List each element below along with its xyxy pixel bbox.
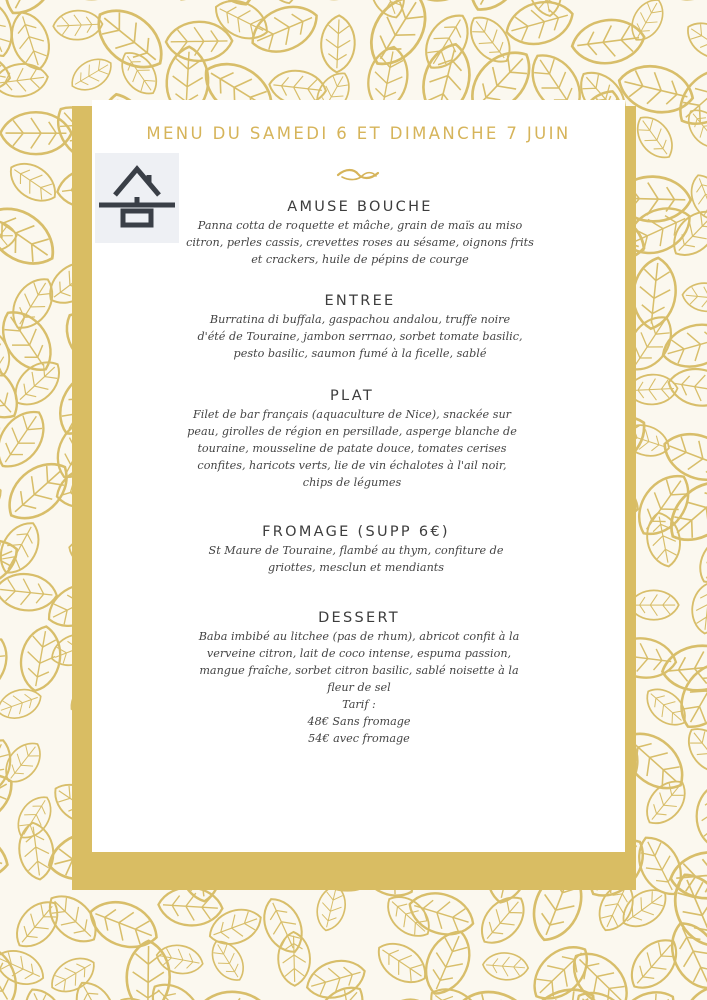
description-line: confites, haricots verts, lie de vin échalotes à l'ail noir, [197, 459, 507, 472]
section-entree [180, 292, 540, 362]
description-line: mangue fraîche, sorbet citron basilic, sablé noisette à la [199, 664, 519, 677]
section-description [176, 628, 542, 747]
tarif-sans-fromage: 48€ Sans fromage [307, 715, 411, 728]
description-line: Baba imbibé au litchee (pas de rhum), abricot confit à la [198, 630, 520, 643]
tarif-label: Tarif : [342, 698, 376, 711]
section-fromage [176, 523, 536, 576]
section-description [176, 542, 536, 576]
description-line: d'été de Touraine, jambon serrnao, sorbet tomate basilic, [197, 330, 523, 343]
description-line: griottes, mesclun et mendiants [267, 561, 445, 574]
section-description [170, 406, 534, 491]
description-line: chips de légumes [302, 476, 402, 489]
description-line: verveine citron, lait de coco intense, espuma passion, [206, 647, 512, 660]
section-description [180, 311, 540, 362]
description-line: Filet de bar français (aquaculture de Nice), snackée sur [192, 408, 511, 421]
section-heading: ENTREE [324, 293, 396, 309]
description-line: Burratina di buffala, gaspachou andalou, truffe noire [209, 313, 511, 326]
section-heading: FROMAGE (SUPP 6€) [262, 524, 450, 540]
description-line: Panna cotta de roquette et mâche, grain de maïs au miso [197, 219, 523, 232]
section-heading: DESSERT [318, 610, 400, 626]
description-line: St Maure de Touraine, flambé au thym, confiture de [208, 544, 504, 557]
section-description [180, 217, 540, 268]
section-plat [170, 387, 534, 491]
description-line: et crackers, huile de pépins de courge [251, 253, 469, 266]
description-line: citron, perles cassis, crevettes roses au sésame, oignons frits [186, 236, 534, 249]
section-dessert [176, 609, 542, 747]
section-heading: PLAT [329, 388, 374, 404]
description-line: fleur de sel [327, 681, 391, 694]
description-line: touraine, mousseline de patate douce, tomates cerises [197, 442, 507, 455]
description-line: pesto basilic, saumon fumé à la ficelle, sablé [233, 347, 487, 360]
menu-title: MENU DU SAMEDI 6 ET DIMANCHE 7 JUIN [146, 124, 571, 143]
description-line: peau, girolles de région en persillade, asperge blanche de [187, 425, 517, 438]
section-heading: AMUSE BOUCHE [287, 199, 433, 215]
tarif-avec-fromage: 54€ avec fromage [308, 732, 410, 745]
section-amuse-bouche [180, 198, 540, 268]
swash-ornament-icon [336, 167, 380, 183]
house-logo-icon [95, 153, 179, 243]
